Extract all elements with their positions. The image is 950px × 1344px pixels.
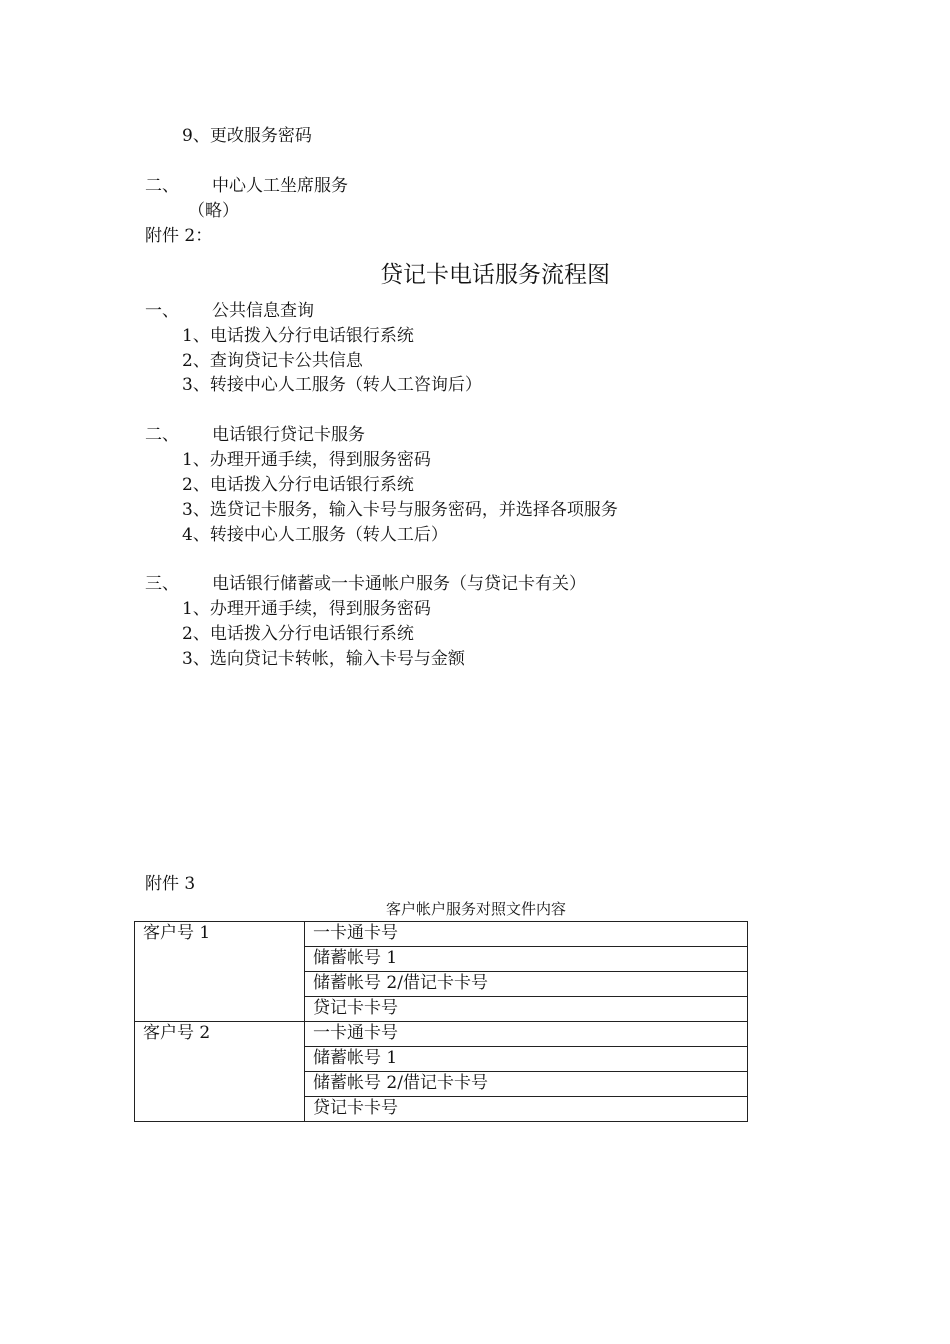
- section-number: 三、: [145, 574, 179, 594]
- account-cell: 一卡通卡号: [305, 1022, 748, 1047]
- section-number: 二、: [145, 176, 179, 196]
- account-cell: 储蓄帐号 1: [305, 1047, 748, 1072]
- list-item: 4、转接中心人工服务（转人工后）: [182, 525, 448, 545]
- list-item: 3、选贷记卡服务，输入卡号与服务密码，并选择各项服务: [182, 500, 618, 520]
- section-number: 一、: [145, 301, 179, 321]
- list-item: 3、转接中心人工服务（转人工咨询后）: [182, 375, 482, 395]
- account-cell: 贷记卡卡号: [305, 1097, 748, 1122]
- section-number: 二、: [145, 425, 179, 445]
- customer-cell: 客户号 1: [135, 922, 305, 1022]
- account-cell: 一卡通卡号: [305, 922, 748, 947]
- attachment-2-label: 附件 2：: [145, 226, 213, 246]
- list-item: 2、电话拨入分行电话银行系统: [182, 475, 414, 495]
- section-title-savings-account-service: 电话银行储蓄或一卡通帐户服务（与贷记卡有关）: [212, 574, 586, 594]
- table-row: [135, 1022, 748, 1047]
- list-item: 2、电话拨入分行电话银行系统: [182, 624, 414, 644]
- customer-cell: 客户号 2: [135, 1022, 305, 1122]
- list-item: 3、选向贷记卡转帐，输入卡号与金额: [182, 649, 465, 669]
- account-cell: 储蓄帐号 1: [305, 947, 748, 972]
- omitted-note: （略）: [188, 201, 239, 221]
- flowchart-title: 贷记卡电话服务流程图: [380, 262, 610, 288]
- table-caption: 客户帐户服务对照文件内容: [385, 900, 566, 918]
- section-title-credit-card-service: 电话银行贷记卡服务: [212, 425, 365, 445]
- list-item: 2、查询贷记卡公共信息: [182, 351, 363, 371]
- list-item: 1、电话拨入分行电话银行系统: [182, 326, 414, 346]
- account-cell: 储蓄帐号 2/借记卡卡号: [305, 972, 748, 997]
- section-title-manual-service: 中心人工坐席服务: [212, 176, 348, 196]
- account-cell: 贷记卡卡号: [305, 997, 748, 1022]
- account-cell: 储蓄帐号 2/借记卡卡号: [305, 1072, 748, 1097]
- item-change-password: 9、更改服务密码: [182, 126, 312, 146]
- attachment-3-label: 附件 3: [145, 874, 196, 894]
- section-title-public-info: 公共信息查询: [212, 301, 314, 321]
- table-row: [135, 922, 748, 947]
- list-item: 1、办理开通手续，得到服务密码: [182, 450, 431, 470]
- list-item: 1、办理开通手续，得到服务密码: [182, 599, 431, 619]
- customer-account-table: [134, 921, 748, 1122]
